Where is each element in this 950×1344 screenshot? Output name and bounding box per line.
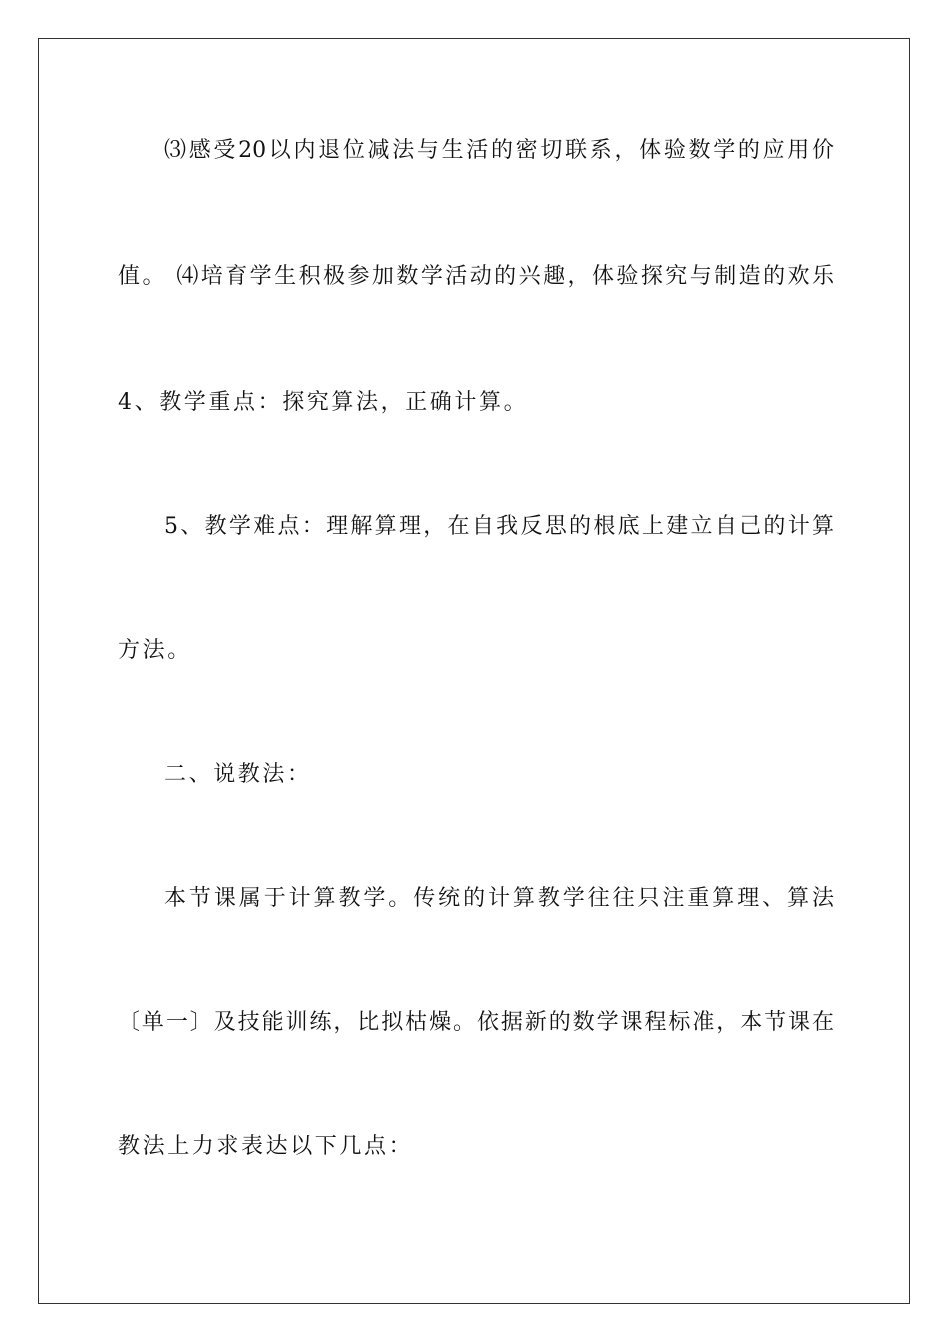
paragraph-line-5: 方法。 — [118, 638, 192, 663]
paragraph-line-9: 教法上力求表达以下几点： — [118, 1134, 414, 1159]
paragraph-line-2: 值。 ⑷培育学生积极参加数学活动的兴趣，体验探究与制造的欢乐 — [118, 264, 834, 289]
paragraph-line-7: 本节课属于计算教学。传统的计算教学往往只注重算理、算法 — [164, 886, 834, 911]
paragraph-line-8: 〔单一〕及技能训练，比拟枯燥。依据新的数学课程标准，本节课在 — [118, 1010, 834, 1035]
section-heading: 二、说教法： — [164, 762, 312, 787]
page-border — [38, 38, 910, 1304]
paragraph-line-4: 5、教学难点：理解算理，在自我反思的根底上建立自己的计算 — [164, 514, 834, 539]
paragraph-line-3: 4、教学重点：探究算法，正确计算。 — [118, 390, 529, 415]
paragraph-line-1: ⑶感受20以内退位减法与生活的密切联系，体验数学的应用价 — [164, 138, 834, 163]
